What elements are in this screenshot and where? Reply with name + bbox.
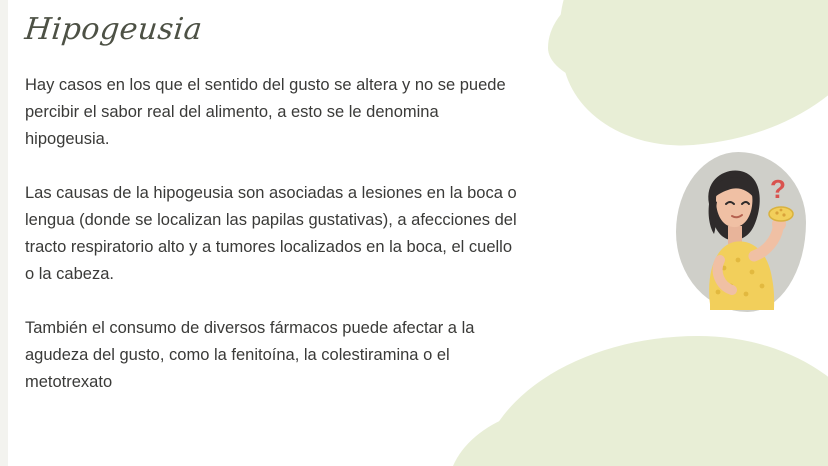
page-title: Hipogeusia (23, 12, 205, 47)
woman-figure-icon (676, 152, 806, 317)
left-edge-stripe (0, 0, 8, 466)
body-paragraph-2: Las causas de la hipogeusia son asociadas a lesiones en la boca o lengua (donde se localizan las papilas gustativas), a afecciones del tracto respiratorio alto y a tumores localizados en la boca, el cuello o la cabeza. (25, 184, 517, 283)
body-paragraph-3: También el consumo de diversos fármacos puede afectar a la agudeza del gusto, como la fenitoína, la colestiramina o el metotrexato (25, 319, 475, 391)
slide-content (25, 10, 535, 396)
decorative-blob-bottom-right-secondary (448, 406, 648, 466)
woman-tasting-food-illustration (676, 152, 806, 317)
decorative-blob-top-right (542, 0, 828, 162)
question-mark-glyph: ? (770, 174, 786, 204)
body-paragraph-1: Hay casos en los que el sentido del gusto se altera y no se puede percibir el sabor real del alimento, a esto se le denomina hipogeusia. (25, 76, 506, 148)
decorative-blob-top-right-secondary (548, 0, 788, 100)
